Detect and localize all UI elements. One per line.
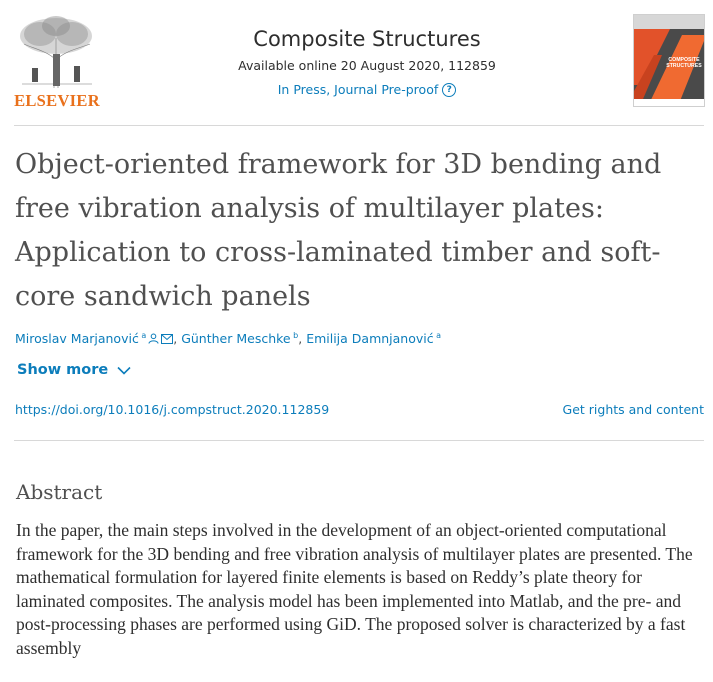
tree-logo-icon (14, 14, 100, 90)
author-affiliation: b (293, 331, 299, 340)
get-rights-link[interactable]: Get rights and content (562, 402, 704, 417)
abstract-text: In the paper, the main steps involved in the development of an object-oriented computational framework for the 3D bending and free vibration analysis of multilayer plates are presented. The mathematical formulation for layered finite elements is based on Reddy’s plate theory for laminated composites. The analysis model has been implemented into Matlab, and the pre- and post-processing phases are performed using GiD. The proposed solver is characterized by a fast assembly (16, 520, 693, 658)
header-divider (14, 125, 704, 126)
journal-title[interactable]: Composite Structures (253, 27, 481, 51)
section-divider (14, 440, 704, 441)
author-name: Emilija Damnjanović (306, 331, 434, 347)
doi-link[interactable]: https://doi.org/10.1016/j.compstruct.2020.112859 (15, 402, 330, 417)
author-separator: , (298, 331, 303, 347)
article-title: Object-oriented framework for 3D bending and free vibration analysis of multilayer plates: Application to cross-laminated timber and soft-core sandwich panels (15, 149, 662, 312)
cover-art-icon (634, 15, 704, 106)
chevron-down-icon (117, 366, 131, 375)
journal-status-label: In Press, Journal Pre-proof (277, 82, 439, 97)
person-icon[interactable] (148, 333, 159, 344)
availability-info: Available online 20 August 2020, 112859 (238, 58, 496, 73)
author-list (15, 327, 441, 348)
email-icon[interactable] (161, 334, 173, 344)
question-circle-icon[interactable]: ? (442, 83, 456, 97)
journal-cover-image[interactable] (633, 14, 705, 107)
journal-header (200, 24, 534, 99)
author-affiliation: a (436, 331, 442, 340)
abstract-heading: Abstract (16, 480, 103, 504)
cover-title-line2: STRUCTURES (666, 63, 702, 69)
author-link[interactable] (181, 331, 298, 346)
author-separator: , (173, 331, 178, 347)
show-more-label: Show more (17, 362, 109, 378)
author-link[interactable] (15, 331, 146, 346)
cover-title-line1: COMPOSITE (668, 57, 700, 63)
publisher-name: ELSEVIER (14, 91, 100, 110)
author-name: Günther Meschke (181, 331, 291, 347)
author-link[interactable] (306, 331, 441, 346)
author-affiliation: a (141, 331, 147, 340)
show-more-button[interactable] (17, 362, 131, 378)
author-name: Miroslav Marjanović (15, 331, 139, 347)
journal-status-link[interactable] (278, 81, 457, 99)
